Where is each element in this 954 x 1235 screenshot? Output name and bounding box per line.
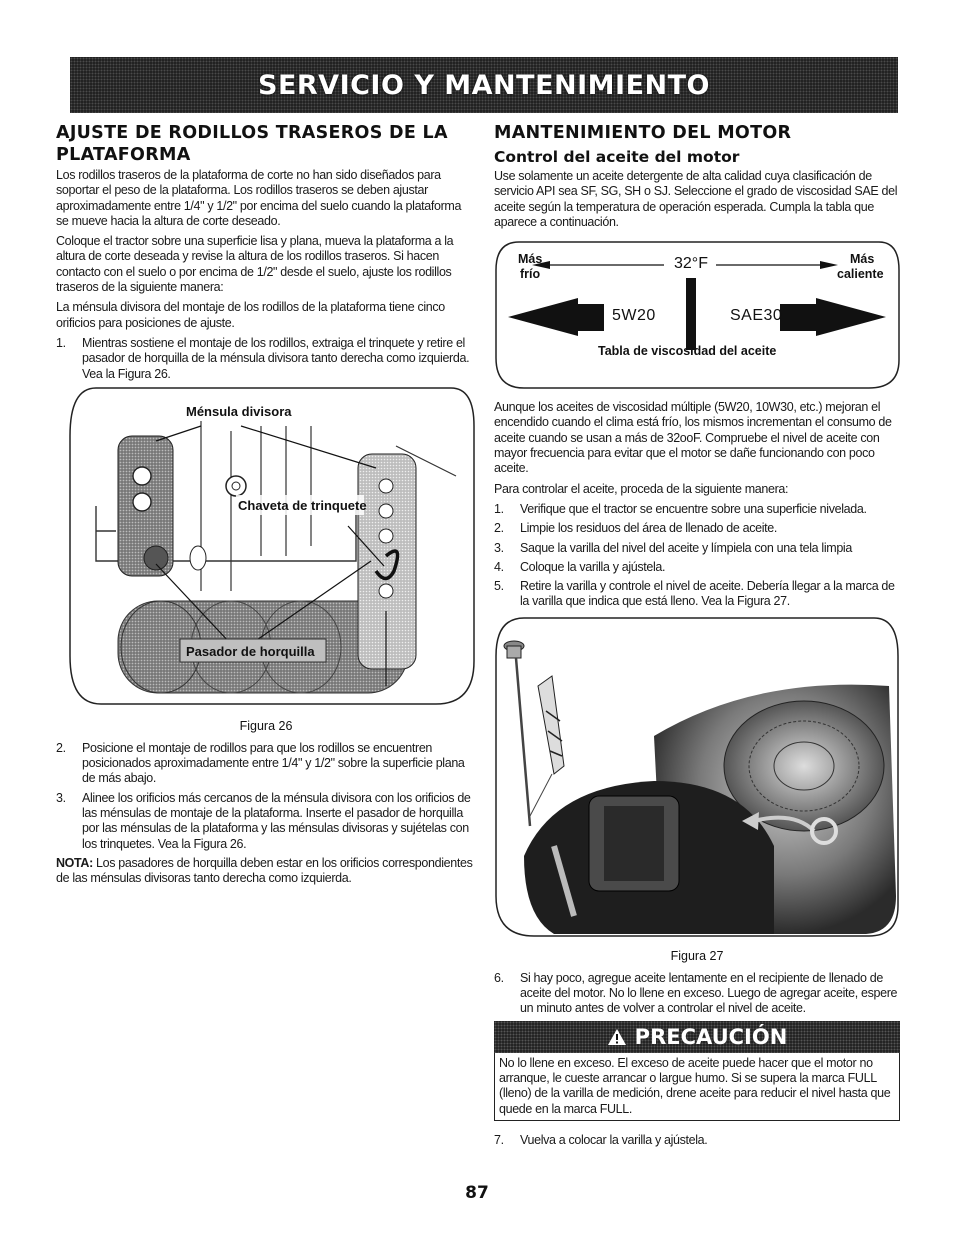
left-heading: [56, 122, 476, 166]
label-cotter: Chaveta de trinquete: [238, 497, 367, 513]
label-hotter-2: caliente: [837, 267, 884, 282]
step-number: 1.: [56, 335, 66, 350]
right-subheading: Control del aceite del motor: [494, 148, 740, 166]
step-number: 1.: [494, 501, 504, 516]
label-colder: Más: [518, 252, 543, 267]
step-number: 6.: [494, 970, 504, 985]
left-paragraph-2: Coloque el tractor sobre una superficie lisa y plana, mueva la plataforma a la altura de corte deseada y revise la altura de los rodillos traseros. Si hacen contacto con el suelo o por encima de 1/2" desde el suelo, ajuste los rodillos traseros de la siguiente manera:: [56, 234, 454, 295]
list-item: [494, 521, 900, 536]
list-item: [494, 1133, 900, 1148]
step-number: 2.: [56, 740, 66, 755]
list-item: [56, 336, 476, 382]
list-item: [56, 741, 476, 787]
step-text: Retire la varilla y controle el nivel de aceite. Debería llegar a la marca de la varilla que indica que está lleno. Vea la Figura 27.: [520, 579, 895, 609]
right-column: [494, 122, 900, 1152]
left-heading-line1: AJUSTE DE RODILLOS TRASEROS DE LA: [56, 123, 448, 143]
label-hotter: Más: [850, 252, 875, 267]
roller-bracket-illustration: [56, 386, 476, 708]
figure-caption: Figura 27: [670, 948, 724, 963]
section-title: SERVICIO Y MANTENIMIENTO: [258, 69, 710, 101]
page-number: 87: [465, 1183, 489, 1203]
list-item: [494, 560, 900, 575]
label-pin: Pasador de horquilla: [186, 643, 315, 659]
step-text: Saque la varilla del nivel del aceite y límpiela con una tela limpia: [520, 540, 852, 555]
figure-26: [56, 386, 476, 733]
step-text: Vuelva a colocar la varilla y ajústela.: [520, 1132, 708, 1147]
right-heading: MANTENIMIENTO DEL MOTOR: [494, 123, 792, 143]
caution-title: PRECAUCIÓN: [634, 1024, 788, 1049]
caution-body: [494, 1053, 900, 1121]
right-paragraph-3: Para controlar el aceite, proceda de la siguiente manera:: [494, 481, 789, 496]
step-text: Si hay poco, agregue aceite lentamente en el recipiente de llenado de aceite del motor. No lo llene en exceso. Luego de agregar aceite, espere un minuto antes de volver a controlar el nivel de aceite.: [520, 970, 898, 1016]
label-colder-2: frío: [520, 267, 541, 282]
note-label: NOTA:: [56, 855, 93, 870]
left-steps-b: [56, 741, 476, 852]
right-steps-c: [494, 1133, 900, 1148]
left-steps-a: [56, 336, 476, 382]
warning-triangle-icon: [607, 1028, 627, 1046]
dipstick-engine-illustration: [494, 616, 900, 938]
list-item: [56, 791, 476, 852]
list-item: [494, 579, 900, 610]
step-number: 3.: [494, 540, 504, 555]
viscosity-chart: [494, 240, 900, 390]
step-number: 5.: [494, 579, 504, 594]
step-text: Coloque la varilla y ajústela.: [520, 559, 666, 574]
label-bracket: Ménsula divisora: [186, 403, 292, 419]
step-number: 3.: [56, 790, 66, 805]
viscosity-title: Tabla de viscosidad del aceite: [598, 344, 777, 359]
right-paragraph-2: Aunque los aceites de viscosidad múltiple (5W20, 10W30, etc.) mejoran el encendido cuando el clima está frío, los mismos incrementan el consumo de aceite cuando se usan a más de 32ooF. Compruebe el nivel de aceite con mayor frecuencia para evitar que el motor se dañe funcionando con poco aceite.: [494, 400, 892, 476]
left-column: [56, 122, 476, 892]
step-number: 7.: [494, 1132, 504, 1147]
right-paragraph-1: Use solamente un aceite detergente de alta calidad cuya clasificación de servicio API sea SF, SG, SH o SJ. Seleccione el grado de viscosidad SAE del aceite según la temperatura de operación esperada. Cumpla la tabla que aparece a continuación.: [494, 169, 898, 229]
step-text: Alinee los orificios más cercanos de la ménsula divisora con los orificios de las ménsulas de montaje de la plataforma. Inserte el pasador de horquilla por las ménsulas de la plataforma y las ménsulas divisoras y sujételas con los trinquetes. Vea la Figura 26.: [82, 790, 471, 851]
step-number: 4.: [494, 559, 504, 574]
right-steps-b: [494, 971, 900, 1017]
left-paragraph-1: Los rodillos traseros de la plataforma de corte no han sido diseñados para soportar el peso de la plataforma. Los rodillos traseros se deben ajustar aproximadamente entre 1/4" y 1/2" por encima del suelo cuando la plataforma se mueve hacia la altura de corte deseado.: [56, 168, 462, 228]
step-text: Verifique que el tractor se encuentre sobre una superficie nivelada.: [520, 501, 867, 516]
label-temperature: 32°F: [674, 255, 708, 273]
figure-27: [494, 616, 900, 963]
note-paragraph: [56, 856, 476, 887]
step-text: Posicione el montaje de rodillos para que los rodillos se encuentren posicionados aproximadamente entre 1/4" y 1/2" sobre la superficie plana de más abajo.: [82, 740, 465, 786]
list-item: [494, 541, 900, 556]
left-heading-line2: PLATAFORMA: [56, 145, 191, 165]
step-text: Mientras sostiene el montaje de los rodillos, extraiga el trinquete y retire el pasador de horquilla de la ménsula divisora tanto derecha como izquierda. Vea la Figura 26.: [82, 335, 470, 381]
caution-text: No lo llene en exceso. El exceso de aceite puede hacer que el motor no arranque, le cueste arrancar o largue humo. Si se supera la marca FULL (lleno) de la varilla de medición, drene aceite para reducir el nivel hasta que quede en la marca FULL.: [499, 1055, 891, 1116]
figure-caption: Figura 26: [239, 718, 293, 733]
right-steps-a: [494, 502, 900, 610]
caution-box: [494, 1021, 900, 1121]
list-item: [494, 971, 900, 1017]
note-text: Los pasadores de horquilla deben estar en los orificios correspondientes de las ménsulas divisoras tanto derecha como izquierda.: [56, 855, 473, 886]
caution-header: [494, 1021, 900, 1053]
step-number: 2.: [494, 521, 504, 536]
list-item: [494, 502, 900, 517]
left-paragraph-3: La ménsula divisora del montaje de los rodillos de la plataforma tiene cinco orificios para posiciones de ajuste.: [56, 300, 445, 330]
step-text: Limpie los residuos del área de llenado de aceite.: [520, 521, 777, 536]
section-banner: [70, 57, 898, 113]
grade-high: SAE30: [730, 307, 783, 325]
grade-low: 5W20: [612, 307, 656, 325]
